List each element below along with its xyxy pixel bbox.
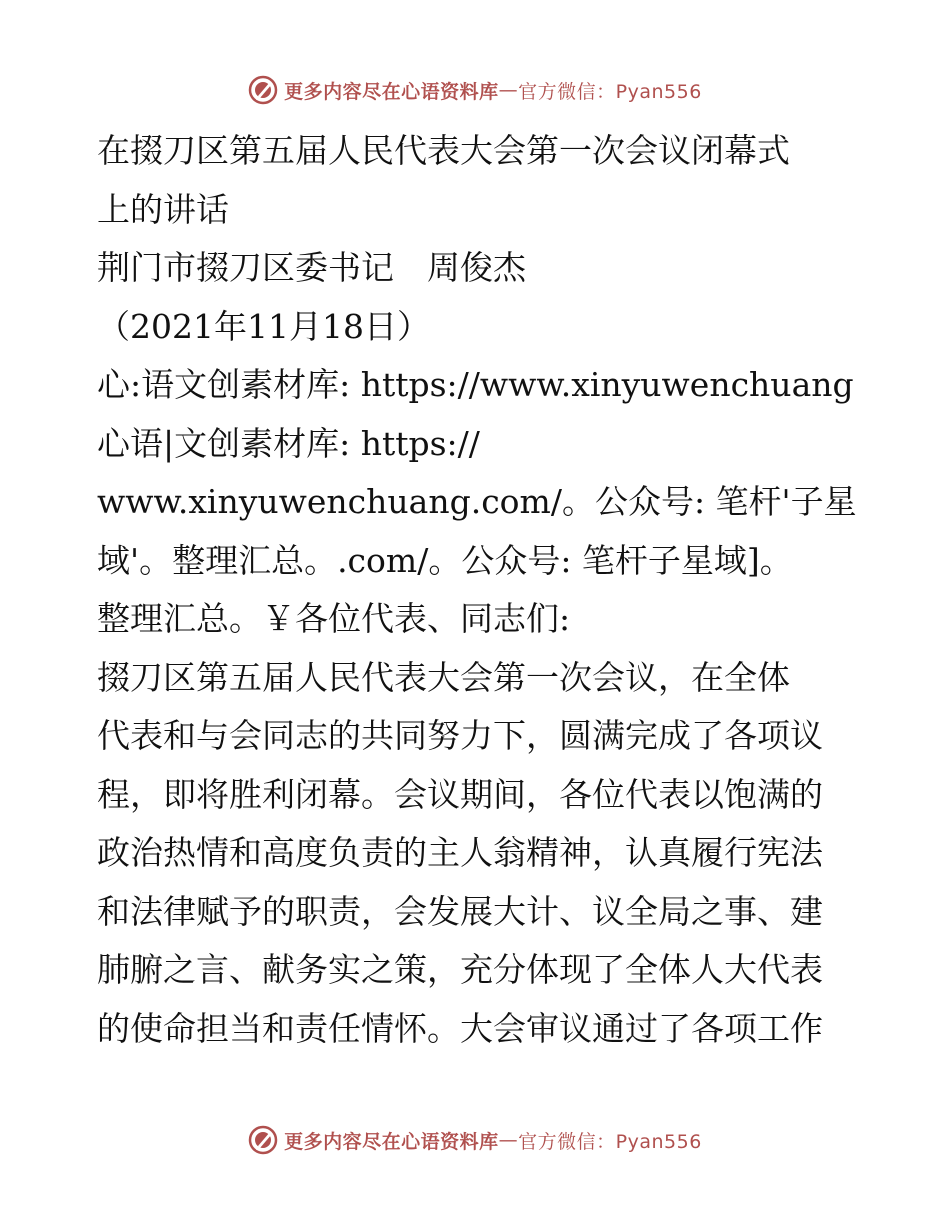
title-line-1: 在掇刀区第五届人民代表大会第一次会议闭幕式 bbox=[97, 131, 790, 170]
date-line: （2021年11月18日） bbox=[97, 306, 430, 346]
paragraph-line: 肺腑之言、献务实之策，充分体现了全体人大代表 bbox=[97, 950, 823, 989]
text-line: www.xinyuwenchuang.com/。公众号: 笔杆'子星 bbox=[97, 482, 857, 521]
paragraph-line: 程，即将胜利闭幕。会议期间，各位代表以饱满的 bbox=[97, 774, 823, 814]
watermark-dash: — bbox=[498, 79, 519, 101]
header-watermark bbox=[0, 70, 950, 110]
text-line: 心语|文创素材库: https:// bbox=[97, 423, 480, 463]
watermark-text: 更多内容尽在心语资料库 bbox=[284, 1130, 499, 1153]
pen-seal-icon bbox=[248, 75, 278, 105]
watermark-wechat: 官方微信：Pyan556 bbox=[518, 1130, 702, 1153]
paragraph-line: 掇刀区第五届人民代表大会第一次会议，在全体 bbox=[97, 657, 790, 697]
title-line-2: 上的讲话 bbox=[97, 189, 229, 229]
author-line: 荆门市掇刀区委书记 周俊杰 bbox=[97, 248, 526, 287]
text-line: 心:语文创素材库: https://www.xinyuwenchuang bbox=[97, 365, 854, 404]
paragraph-line: 政治热情和高度负责的主人翁精神，认真履行宪法 bbox=[97, 833, 823, 872]
watermark-text: 更多内容尽在心语资料库 bbox=[284, 80, 499, 103]
paragraph-line: 的使命担当和责任情怀。大会审议通过了各项工作 bbox=[97, 1008, 823, 1048]
watermark-dash: — bbox=[498, 1129, 519, 1151]
pen-seal-icon bbox=[248, 1125, 278, 1155]
watermark-wechat: 官方微信：Pyan556 bbox=[518, 80, 702, 103]
salutation-line: 整理汇总。￥各位代表、同志们: bbox=[97, 599, 571, 638]
document-body bbox=[97, 122, 857, 1058]
paragraph-line: 和法律赋予的职责，会发展大计、议全局之事、建 bbox=[97, 891, 823, 931]
footer-watermark bbox=[0, 1120, 950, 1160]
text-line: 域'。整理汇总。.com/。公众号: 笔杆子星域]。 bbox=[97, 540, 793, 580]
paragraph-line: 代表和与会同志的共同努力下，圆满完成了各项议 bbox=[97, 716, 823, 755]
